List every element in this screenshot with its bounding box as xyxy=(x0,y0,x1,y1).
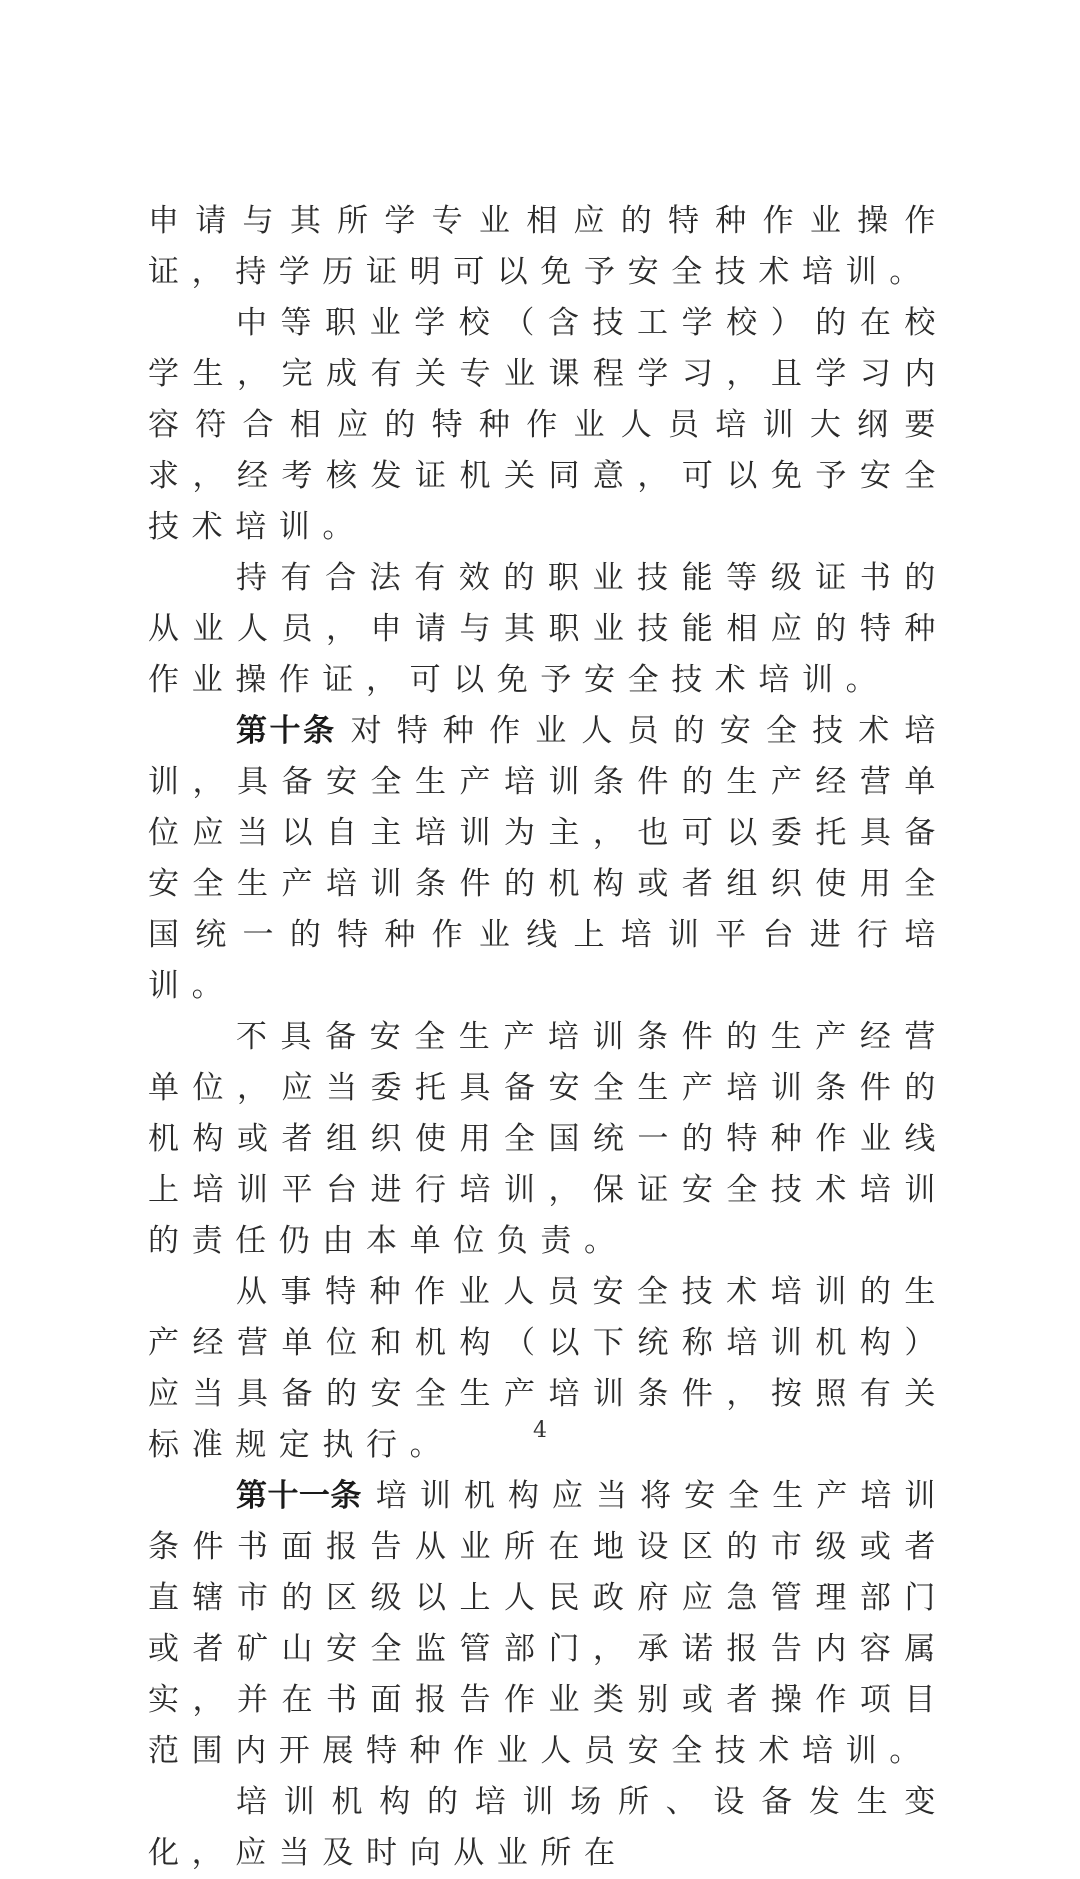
paragraph-continuation xyxy=(148,196,948,298)
article-11 xyxy=(148,1471,948,1777)
paragraph-no-training-conditions xyxy=(148,1012,948,1267)
paragraph-text: 申请与其所学专业相应的特种作业操作证，持学历证明可以免予安全技术培训。 xyxy=(148,203,948,290)
paragraph-text: 中等职业学校（含技工学校）的在校学生，完成有关专业课程学习，且学习内容符合相应的特种作业人员培训大纲要求，经考核发证机关同意，可以免予安全技术培训。 xyxy=(148,305,948,545)
paragraph-text: 培训机构的培训场所、设备发生变化，应当及时向从业所在 xyxy=(148,1784,948,1871)
paragraph-venue-changes xyxy=(148,1777,948,1879)
paragraph-text: 培训机构应当将安全生产培训条件书面报告从业所在地设区的市级或者直辖市的区级以上人民政府应急管理部门或者矿山安全监管部门，承诺报告内容属实，并在书面报告作业类别或者操作项目范围内开展特种作业人员安全技术培训。 xyxy=(148,1478,948,1769)
paragraph-text: 不具备安全生产培训条件的生产经营单位，应当委托具备安全生产培训条件的机构或者组织使用全国统一的特种作业线上培训平台进行培训，保证安全技术培训的责任仍由本单位负责。 xyxy=(148,1019,948,1259)
paragraph-text: 从事特种作业人员安全技术培训的生产经营单位和机构（以下统称培训机构）应当具备的安全生产培训条件，按照有关标准规定执行。 xyxy=(148,1274,948,1463)
article-10 xyxy=(148,706,948,1012)
document-body xyxy=(148,196,948,1879)
paragraph-text: 持有合法有效的职业技能等级证书的从业人员，申请与其职业技能相应的特种作业操作证，可以免予安全技术培训。 xyxy=(148,560,948,698)
article-heading: 第十条 xyxy=(236,713,337,749)
paragraph-text: 对特种作业人员的安全技术培训，具备安全生产培训条件的生产经营单位应当以自主培训为主，也可以委托具备安全生产培训条件的机构或者组织使用全国统一的特种作业线上培训平台进行培训。 xyxy=(148,713,948,1004)
paragraph-skill-certificate xyxy=(148,553,948,706)
page-number: 4 xyxy=(533,1418,547,1443)
article-heading: 第十一条 xyxy=(236,1478,362,1514)
paragraph-vocational-students xyxy=(148,298,948,553)
